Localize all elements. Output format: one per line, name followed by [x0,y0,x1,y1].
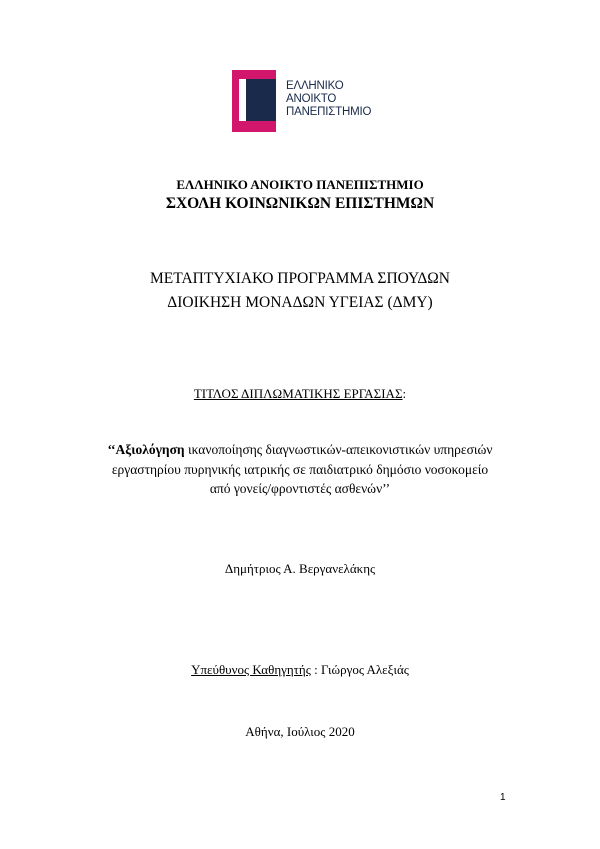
thesis-title-line-2: εργαστηρίου πυρηνικής ιατρικής σε παιδιατρικό δημόσιο νοσοκομείο [111,461,489,477]
supervisor-label: Υπεύθυνος Καθηγητής [191,662,311,677]
thesis-title-open-quote: ‘‘ [107,442,116,457]
program-specialization: ΔΙΟΙΚΗΣΗ ΜΟΝΑΔΩΝ ΥΓΕΙΑΣ (ΔΜΥ) [167,294,433,311]
logo-emblem-icon [232,70,284,132]
logo-wordmark [286,80,371,119]
logo-line-3: ΠΑΝΕΠΙΣΤΗΜΙΟ [286,106,372,118]
thesis-title-line-3: από γονείς/φροντιστές ασθενών’’ [209,481,391,496]
thesis-title-bold-word: Αξιολόγηση [115,442,185,457]
logo-line-2: ΑΝΟΙΚΤΟ [286,93,337,105]
program-name: ΜΕΤΑΠΤΥΧΙΑΚΟ ΠΡΟΓΡΑΜΜΑ ΣΠΟΥΔΩΝ [150,270,450,287]
supervisor [0,662,600,678]
thesis-title-label-colon: : [402,386,407,401]
thesis-title-label [0,386,600,402]
supervisor-name: Γιώργος Αλεξιάς [320,662,409,677]
university-logo [232,70,392,132]
logo-line-1: ΕΛΛΗΝΙΚΟ [286,80,344,92]
place-date: Αθήνα, Ιούλιος 2020 [245,724,355,739]
thesis-title-line-1-rest: ικανοποίησης διαγνωστικών-απεικονιστικών υπηρεσιών [184,442,493,457]
supervisor-separator: : [310,662,321,677]
thesis-title-label-text: ΤΙΤΛΟΣ ΔΙΠΛΩΜΑΤΙΚΗΣ ΕΡΓΑΣΙΑΣ [193,386,403,401]
thesis-title-line-1 [80,440,520,460]
school-name: ΣΧΟΛΗ ΚΟΙΝΩΝΙΚΩΝ ΕΠΙΣΤΗΜΩΝ [165,195,435,212]
author-name: Δημήτριος Α. Βεργανελάκης [224,561,376,576]
page-number: 1 [500,792,506,803]
university-name: ΕΛΛΗΝΙΚΟ ΑΝΟΙΚΤΟ ΠΑΝΕΠΙΣΤΗΜΙΟ [176,177,424,192]
thesis-title [80,440,520,499]
